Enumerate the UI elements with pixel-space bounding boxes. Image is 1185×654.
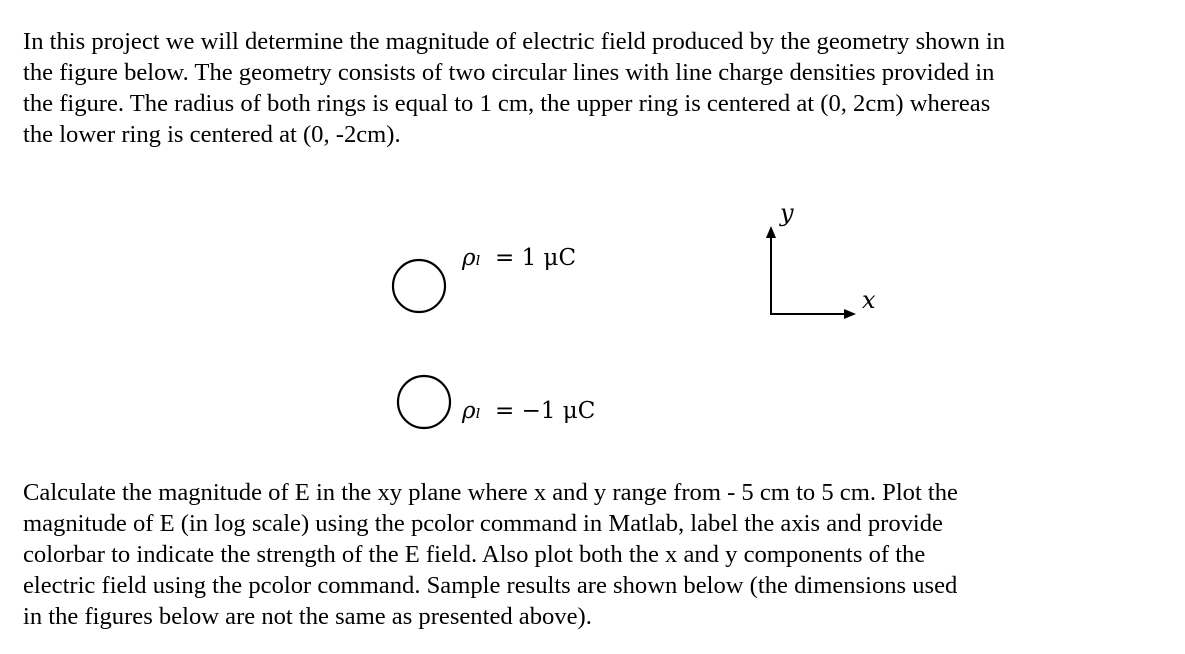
y-axis-arrowhead: [766, 226, 776, 238]
lower-ring-density-symbol: ρₗ: [462, 398, 482, 424]
x-axis-label: x: [862, 286, 876, 314]
intro-line: the figure below. The geometry consists of two circular lines with line charge densities provided in: [23, 59, 995, 86]
x-axis-arrowhead: [844, 309, 856, 319]
task-line: electric field using the pcolor command. Sample results are shown below (the dimensions used: [23, 572, 958, 599]
task-paragraph: [23, 477, 1163, 632]
upper-ring: [393, 260, 445, 312]
lower-ring-density-value: = −1 μC: [495, 398, 596, 424]
upper-ring-density-value: = 1 μC: [495, 245, 577, 271]
task-line: in the figures below are not the same as presented above).: [23, 603, 592, 630]
intro-line: the figure. The radius of both rings is equal to 1 cm, the upper ring is centered at (0, 2cm) whereas: [23, 90, 991, 117]
intro-line: In this project we will determine the magnitude of electric field produced by the geometry shown in: [23, 28, 1006, 55]
task-line: Calculate the magnitude of E in the xy plane where x and y range from - 5 cm to 5 cm. Plot the: [23, 479, 958, 506]
lower-ring: [398, 376, 450, 428]
coordinate-axes: [766, 199, 876, 319]
task-line: magnitude of E (in log scale) using the pcolor command in Matlab, label the axis and provide: [23, 510, 943, 537]
y-axis-label: y: [780, 199, 794, 227]
intro-paragraph: [23, 26, 1163, 150]
upper-ring-density-symbol: ρₗ: [462, 245, 482, 271]
intro-line: the lower ring is centered at (0, -2cm).: [23, 121, 401, 148]
task-line: colorbar to indicate the strength of the E field. Also plot both the x and y components of the: [23, 541, 926, 568]
